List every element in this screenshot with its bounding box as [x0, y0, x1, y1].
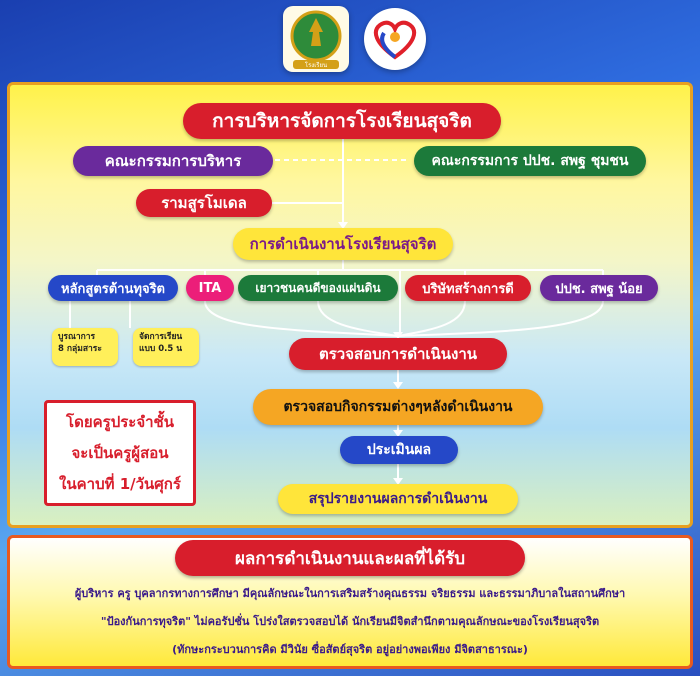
- sub-item-teaching-line2: แบบ 0.5 น: [139, 344, 183, 354]
- operation-box: การดำเนินงานโรงเรียนสุจริต: [233, 228, 453, 260]
- sub-item-teaching: [133, 328, 199, 366]
- activity-curriculum: หลักสูตรต้านทุจริต: [48, 275, 178, 301]
- results-line-2: "ป้องกันการทุจริต" ไม่คอรัปชั่น โปร่งใสตรวจสอบได้ นักเรียนมีจิตสำนึกตามคุณลักษณะของโรงเรียนสุจริต: [100, 615, 600, 628]
- results-title: ผลการดำเนินงานและผลที่ได้รับ: [175, 540, 525, 576]
- activity-ita: ITA: [186, 275, 234, 301]
- activity-youth: เยาวชนคนดีของแผ่นดิน: [238, 275, 398, 301]
- sub-item-integration-line2: 8 กลุ่มสาระ: [58, 344, 102, 354]
- model-box: รามสูรโมเดล: [136, 189, 272, 217]
- sub-item-integration-line1: บูรณาการ: [58, 332, 96, 342]
- teacher-note-line3: ในคาบที่ 1/วันศุกร์: [59, 474, 181, 493]
- teacher-note: [44, 400, 196, 506]
- crest-caption: โรงเรียน: [304, 62, 328, 69]
- sub-item-integration: [52, 328, 118, 366]
- exec-committee-box: คณะกรรมการบริหาร: [73, 146, 273, 176]
- check-operation-box: ตรวจสอบการดำเนินงาน: [289, 338, 507, 370]
- sub-item-teaching-line1: จัดการเรียน: [139, 332, 183, 342]
- activity-nacc-junior: ปปช. สพฐ น้อย: [540, 275, 658, 301]
- teacher-note-line1: โดยครูประจำชั้น: [66, 412, 174, 431]
- activity-company: บริษัทสร้างการดี: [405, 275, 531, 301]
- results-line-3: (ทักษะกระบวนการคิด มีวินัย ซื่อสัตย์สุจริต อยู่อย่างพอเพียง มีจิตสาธารณะ): [172, 643, 528, 656]
- results-line-1: ผู้บริหาร ครู บุคลากรทางการศึกษา มีคุณลักษณะในการเสริมสร้างคุณธรรม จริยธรรม และธรรมาภิบาลในสถานศึกษา: [74, 587, 626, 600]
- main-title-box: การบริหารจัดการโรงเรียนสุจริต: [183, 103, 501, 139]
- evaluate-box: ประเมินผล: [340, 436, 458, 464]
- community-committee-box: คณะกรรมการ ปปช. สพฐ ชุมชน: [414, 146, 646, 176]
- check-activities-box: ตรวจสอบกิจกรรมต่างๆหลังดำเนินงาน: [253, 389, 543, 425]
- teacher-note-line2: จะเป็นครูผู้สอน: [71, 443, 169, 462]
- summary-box: สรุปรายงานผลการดำเนินงาน: [278, 484, 518, 514]
